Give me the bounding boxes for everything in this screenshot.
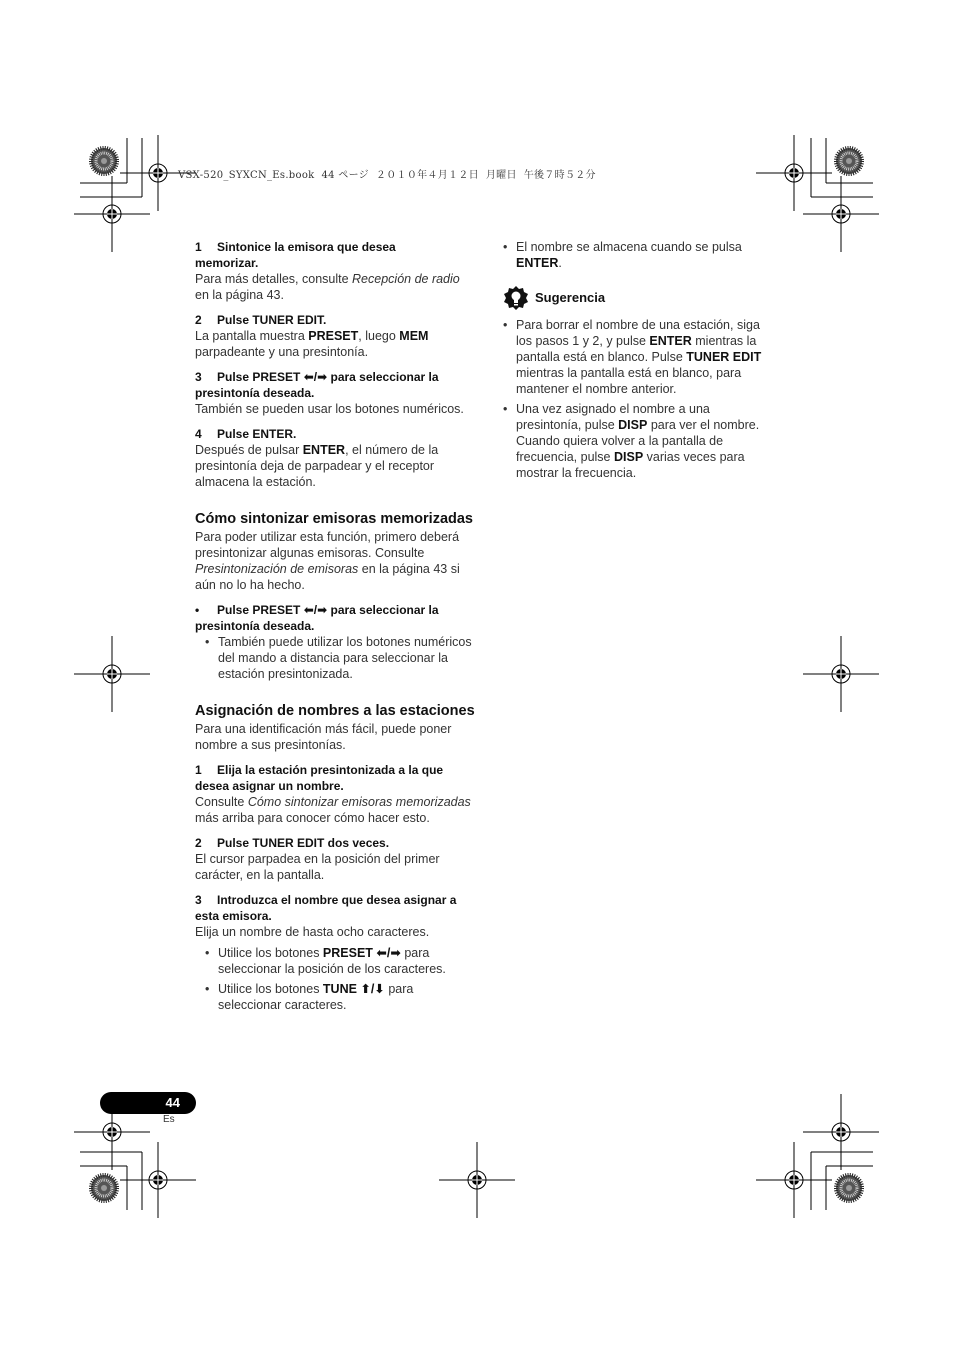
registration-cross-icon <box>74 636 150 712</box>
names-step-3-text: Elija un nombre de hasta ocho caracteres. <box>195 925 430 939</box>
left-right-arrows-icon: ⬅/➡ <box>303 370 328 384</box>
tune-intro: Para poder utilizar esta función, primero deberá presintonizar algunas emisoras. Consulte Presintonización de emisoras en la página 43 si aún no lo ha hecho. <box>195 530 460 592</box>
step-3-title: 3 Pulse PRESET ⬅/➡ para seleccionar la presintonía deseada. <box>195 370 439 400</box>
step-4-text: Después de pulsar ENTER, el número de la presintonía deja de parpadear y el receptor almacena la estación. <box>195 443 439 489</box>
step-4-title: 4 Pulse ENTER. <box>195 427 297 441</box>
left-right-arrows-icon: ⬅/➡ <box>303 603 328 617</box>
heading-tune-presets: Cómo sintonizar emisoras memorizadas <box>195 511 473 527</box>
tune-step-title: • Pulse PRESET ⬅/➡ para seleccionar la presintonía deseada. <box>195 603 439 633</box>
book-header-line: VSX-520_SYXCN_Es.book 44 ページ ２０１０年４月１２日 月曜日 午後７時５２分 <box>178 170 596 181</box>
names-intro: Para una identificación más fácil, puede poner nombre a sus presintonías. <box>195 722 452 752</box>
registration-cross-icon <box>120 1142 196 1218</box>
star-target-icon <box>836 148 862 174</box>
step-3-text: También se pueden usar los botones numéricos. <box>195 402 464 416</box>
registration-cross-icon <box>756 1142 832 1218</box>
star-target-icon <box>91 148 117 174</box>
names-step-2-title: 2 Pulse TUNER EDIT dos veces. <box>195 836 390 850</box>
tip-bullet-2: • Una vez asignado el nombre a una presintonía, pulse DISP para ver el nombre. Cuando quiera volver a la pantalla de frecuencia, pulse DISP varias veces para mostrar la frecuencia. <box>503 401 773 481</box>
star-target-icon <box>91 1175 117 1201</box>
registration-cross-icon <box>803 1094 879 1170</box>
names-bullet-preset: • Utilice los botones PRESET ⬅/➡ para seleccionar la posición de los caracteres. <box>195 945 475 977</box>
heading-station-names: Asignación de nombres a las estaciones <box>195 703 475 719</box>
up-down-arrows-icon: ⬆/⬇ <box>360 982 385 996</box>
left-column <box>195 239 475 1013</box>
page-number-badge: 44 <box>100 1092 196 1114</box>
tip-bullet-1: • Para borrar el nombre de una estación, siga los pasos 1 y 2, y pulse ENTER mientras la pantalla está en blanco. Pulse TUNER EDIT mientras la pantalla está en blanco, para mantener el nombre anterior. <box>503 317 773 397</box>
lightbulb-tip-icon <box>503 285 529 311</box>
left-right-arrows-icon: ⬅/➡ <box>376 946 401 960</box>
right-column <box>503 239 773 481</box>
step-2-text: La pantalla muestra PRESET, luego MEM parpadeante y una presintonía. <box>195 329 429 359</box>
tune-sub-bullet: • También puede utilizar los botones numéricos del mando a distancia para seleccionar la estación presintonizada. <box>195 634 475 682</box>
names-bullet-tune: • Utilice los botones TUNE ⬆/⬇ para seleccionar caracteres. <box>195 981 475 1013</box>
enter-store-bullet: • El nombre se almacena cuando se pulsa ENTER. <box>503 239 773 271</box>
registration-cross-icon <box>803 636 879 712</box>
language-code: Es <box>163 1114 175 1125</box>
step-1-title: 1 Sintonice la emisora que desea memorizar. <box>195 240 396 270</box>
registration-cross-icon <box>756 135 832 211</box>
registration-cross-icon <box>439 1142 515 1218</box>
names-step-1-text: Consulte Cómo sintonizar emisoras memorizadas más arriba para conocer cómo hacer esto. <box>195 795 471 825</box>
star-target-icon <box>836 1175 862 1201</box>
tip-title: Sugerencia <box>535 290 606 305</box>
step-1-text: Para más detalles, consulte Recepción de radio en la página 43. <box>195 272 460 302</box>
names-step-1-title: 1 Elija la estación presintonizada a la que desea asignar un nombre. <box>195 763 444 793</box>
registration-cross-icon <box>803 176 879 252</box>
step-2-title: 2 Pulse TUNER EDIT. <box>195 313 327 327</box>
names-step-2-text: El cursor parpadea en la posición del primer carácter, en la pantalla. <box>195 852 440 882</box>
tip-heading <box>503 285 773 311</box>
names-step-3-title: 3 Introduzca el nombre que desea asignar a esta emisora. <box>195 893 457 923</box>
registration-cross-icon <box>74 176 150 252</box>
